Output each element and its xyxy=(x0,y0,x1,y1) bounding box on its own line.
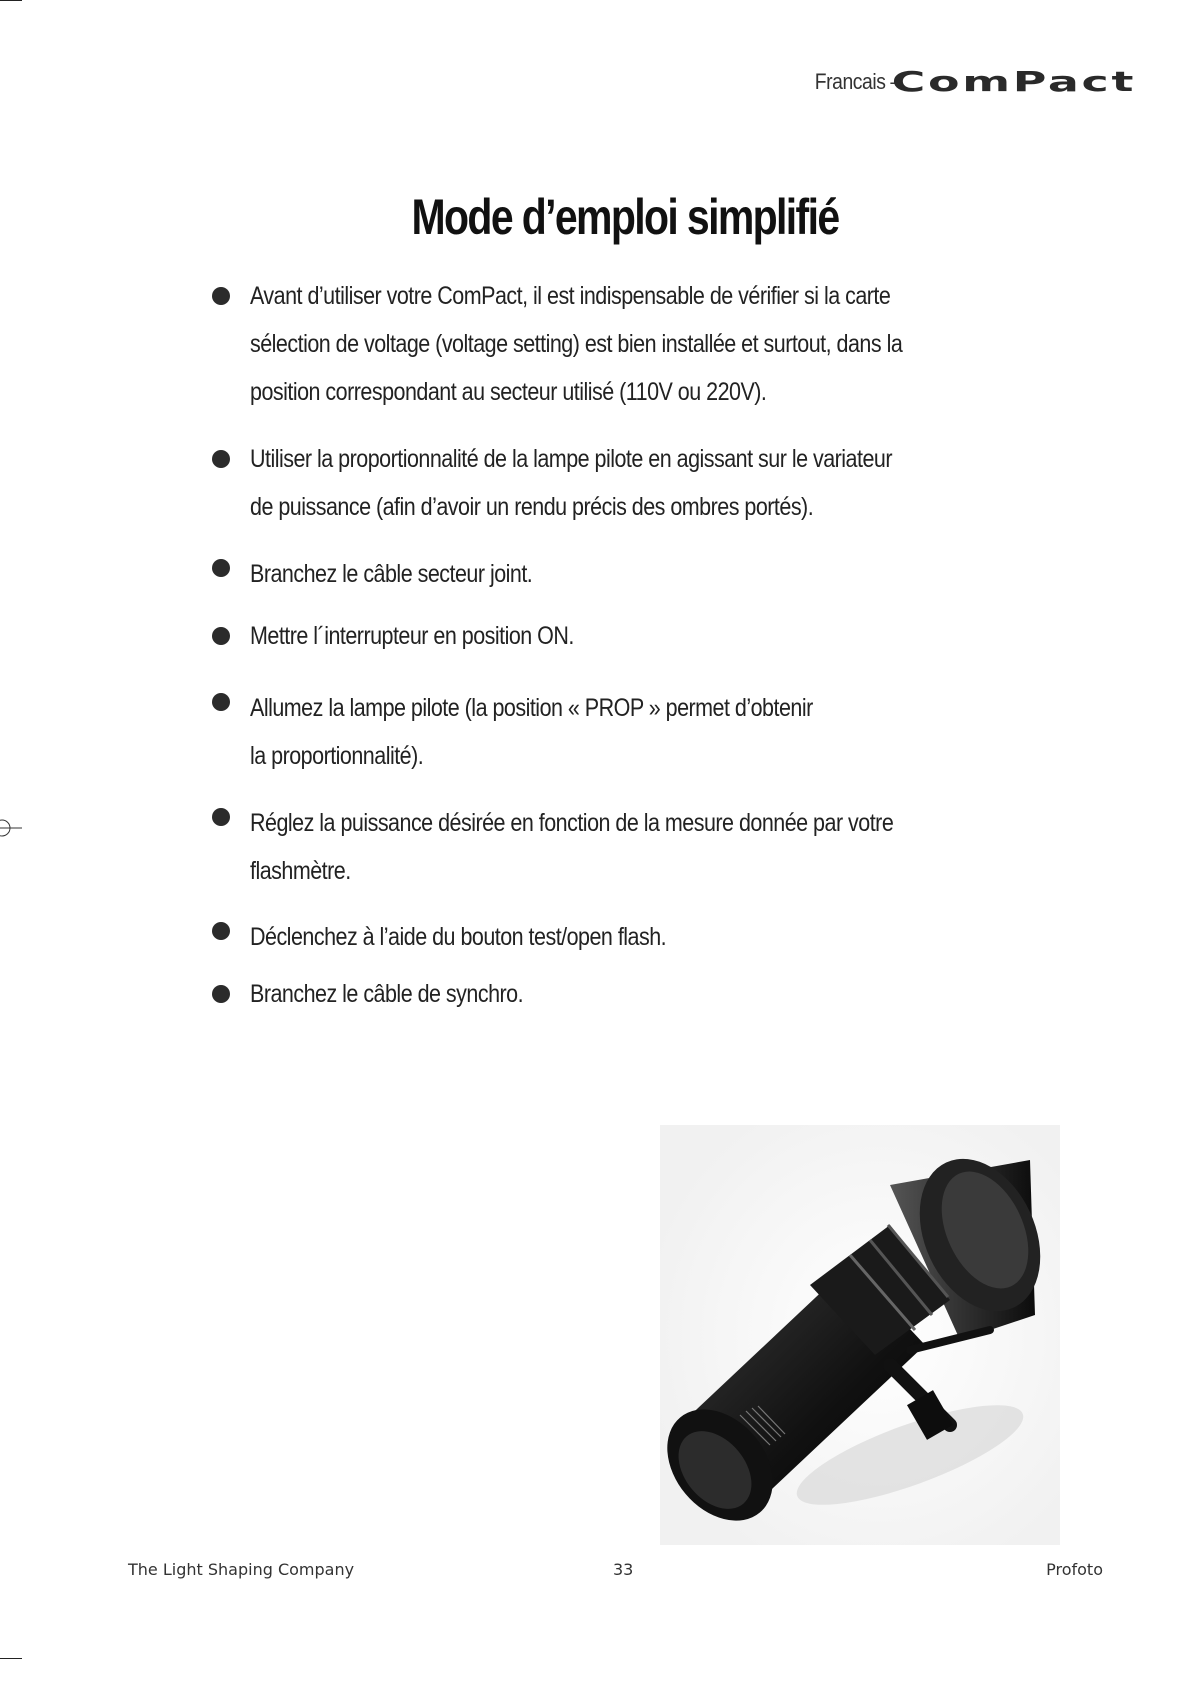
bullet-icon xyxy=(212,559,230,577)
crop-mark-bottom-left xyxy=(0,1658,22,1659)
compact-logo: ComPact xyxy=(891,66,1136,98)
bullet-icon xyxy=(212,450,230,468)
page-title: Mode d’emploi simplifié xyxy=(411,189,839,245)
list-item-line: Branchez le câble secteur joint. xyxy=(250,560,533,588)
list-item-line: Avant d’utiliser votre ComPact, il est indispensable de vérifier si la carte xyxy=(250,282,891,310)
list-item-line: flashmètre. xyxy=(250,857,351,885)
language-label: Francais – xyxy=(814,69,901,94)
bullet-icon xyxy=(212,985,230,1003)
footer-page-number: 33 xyxy=(613,1560,634,1579)
bullet-icon xyxy=(212,287,230,305)
footer-company: The Light Shaping Company xyxy=(128,1560,355,1579)
list-item-line: Branchez le câble de synchro. xyxy=(250,980,524,1008)
compact-flash-unit-photo xyxy=(660,1125,1060,1545)
list-item-line: Réglez la puissance désirée en fonction de la mesure donnée par votre xyxy=(250,809,894,837)
list-item-line: Allumez la lampe pilote (la position « PROP » permet d’obtenir xyxy=(250,694,813,722)
list-item-line: sélection de voltage (voltage setting) est bien installée et surtout, dans la xyxy=(250,330,903,358)
registration-mark-icon xyxy=(0,817,22,839)
list-item-line: Déclenchez à l’aide du bouton test/open flash. xyxy=(250,923,667,951)
page-header xyxy=(803,62,1136,102)
list-item-line: Mettre l´interrupteur en position ON. xyxy=(250,622,574,650)
list-item-line: position correspondant au secteur utilisé (110V ou 220V). xyxy=(250,378,767,406)
bullet-icon xyxy=(212,693,230,711)
bullet-icon xyxy=(212,627,230,645)
bullet-icon xyxy=(212,808,230,826)
list-item-line: Utiliser la proportionnalité de la lampe pilote en agissant sur le variateur xyxy=(250,445,892,473)
list-item-line: de puissance (afin d’avoir un rendu précis des ombres portés). xyxy=(250,493,814,521)
list-item-line: la proportionnalité). xyxy=(250,742,424,770)
crop-mark-top-left xyxy=(0,0,22,1)
footer-brand: Profoto xyxy=(1046,1560,1103,1579)
bullet-icon xyxy=(212,922,230,940)
